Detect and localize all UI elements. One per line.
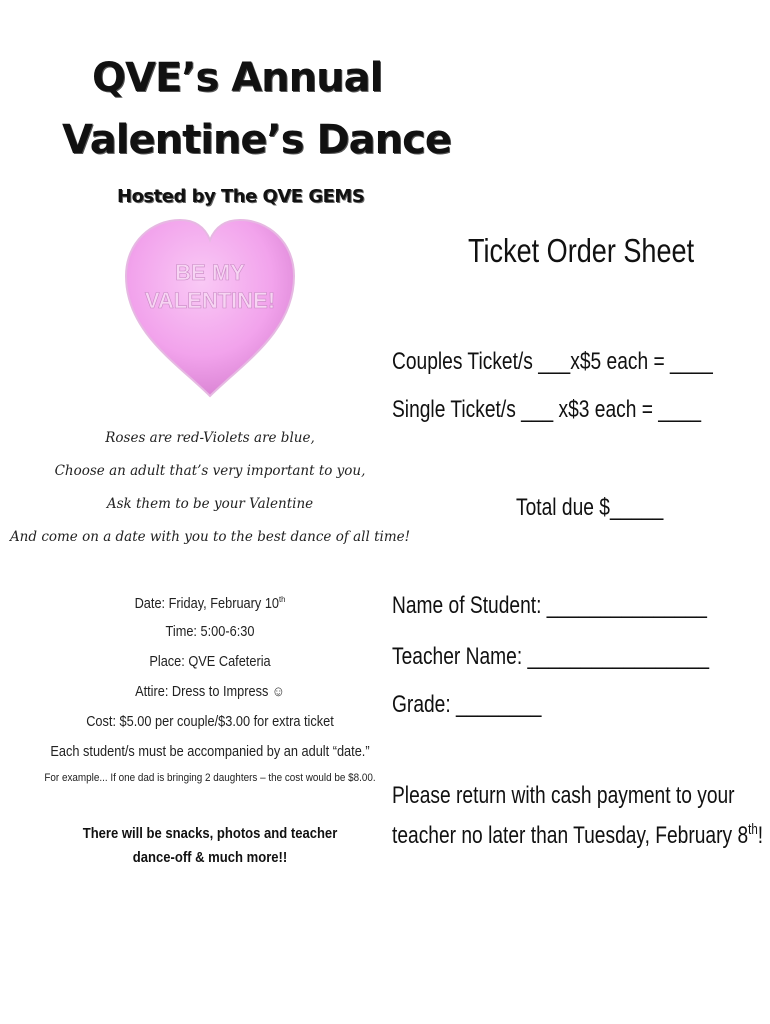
event-attire: Attire: Dress to Impress ☺ [135,684,285,700]
return-line-2-sup: th [748,822,758,838]
grade-line: Grade: ________ [392,691,542,718]
event-accompany: Each student/s must be accompanied by an adult “date.” [50,744,370,760]
heart-text-line-1: BE MY [175,260,245,285]
event-example: For example... If one dad is bringing 2 daughters – the cost would be $8.00. [44,772,376,784]
title-line-2: Valentine’s Dance [62,117,451,163]
event-date [25,594,395,612]
return-line-2-text: teacher no later than Tuesday, February 8 [392,822,749,849]
single-ticket-line: Single Ticket/s ___ x$3 each = ____ [392,396,702,423]
poem-line-2: Choose an adult that’s very important to you, [54,463,366,479]
teacher-name-line: Teacher Name: _________________ [392,643,710,670]
event-place: Place: QVE Cafeteria [149,654,271,670]
hosted-by: Hosted by The QVE GEMS [117,186,365,207]
title-line-1: QVE’s Annual [92,55,383,101]
order-sheet-heading: Ticket Order Sheet [468,232,695,269]
poem-line-1: Roses are red-Violets are blue, [105,430,315,446]
event-date-sup: th [279,594,286,604]
return-instructions-line-2 [392,822,763,850]
return-line-2-end: ! [757,822,764,849]
return-instructions-line-1: Please return with cash payment to your [392,782,735,809]
event-snacks: There will be snacks, photos and teacher dance-off & much more!! [82,826,338,866]
event-time: Time: 5:00-6:30 [165,624,255,640]
event-date-text: Date: Friday, February 10 [134,595,280,612]
poem-line-3: Ask them to be your Valentine [106,496,314,512]
heart-icon [118,214,302,404]
total-due-line: Total due $_____ [516,494,664,521]
student-name-line: Name of Student: _______________ [392,592,707,619]
candy-heart-image [118,214,302,404]
couples-ticket-line: Couples Ticket/s ___x$5 each = ____ [392,348,713,375]
heart-text-line-2: VALENTINE! [144,288,276,313]
poem-line-4: And come on a date with you to the best dance of all time! [9,529,411,545]
event-cost: Cost: $5.00 per couple/$3.00 for extra ticket [86,714,334,730]
